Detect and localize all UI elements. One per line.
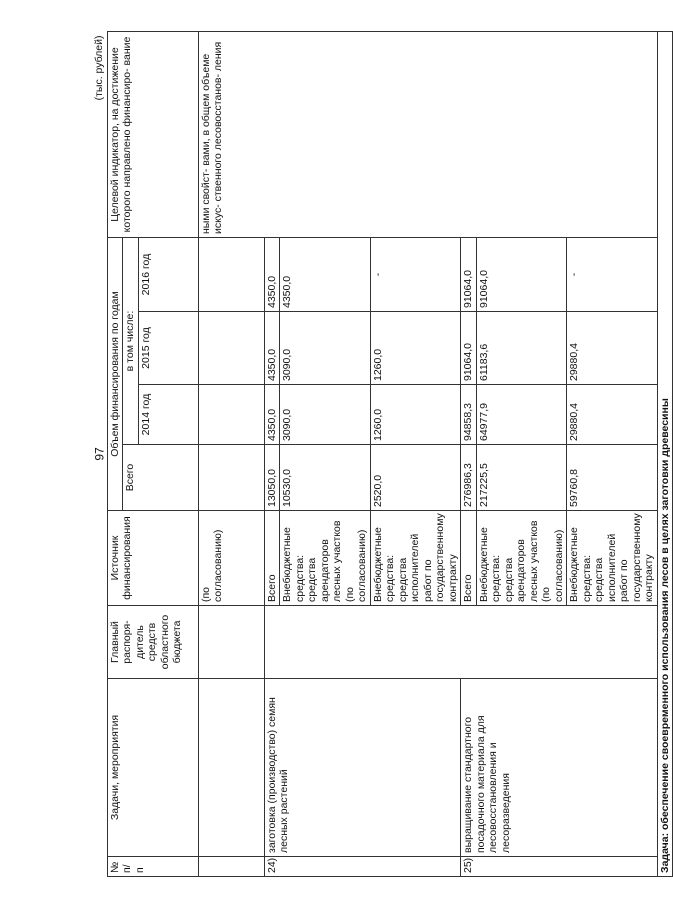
units-note: (тыс. рублей) xyxy=(93,35,105,101)
carry-over-row xyxy=(198,32,264,877)
row24-total-1: 13050,0 xyxy=(264,445,280,511)
header-num: № п/п xyxy=(107,857,198,877)
row25-2014-2: 64977,9 xyxy=(476,385,567,445)
row24-2016-3: - xyxy=(370,238,461,312)
row24-total-3: 2520,0 xyxy=(370,445,461,511)
row25-2014-3: 29880,4 xyxy=(567,385,658,445)
row25-source-2: Внебюджетные средства: средства арендаторов лесных участков (по согласованию) xyxy=(476,511,567,606)
header-2014: 2014 год xyxy=(138,385,198,445)
task-text: Задача: обеспечение своевременного использования лесов в целях заготовки древесины xyxy=(657,32,673,877)
row24-2014-3: 1260,0 xyxy=(370,385,461,445)
row25-2016-2: 91064,0 xyxy=(476,238,567,312)
rotated-page xyxy=(93,32,671,877)
row24-source-3: Внебюджетные средства: средства исполнителей работ по государственному контракту xyxy=(370,511,461,606)
row24-source-1: Всего xyxy=(264,511,280,606)
row24-source-2: Внебюджетные средства: средства арендаторов лесных участков (по согласованию) xyxy=(280,511,371,606)
header-2015: 2015 год xyxy=(138,312,198,385)
row25-2015-1: 91064,0 xyxy=(461,312,477,385)
financing-table-container xyxy=(93,32,671,877)
header-total: Всего xyxy=(123,445,199,511)
header-volume: Объем финансирования по годам xyxy=(107,238,123,511)
financing-table xyxy=(93,31,673,877)
carry-source: (по согласованию) xyxy=(198,511,264,606)
page-number: 97 xyxy=(92,447,107,461)
row24-name: заготовка (производство) семян лесных растений xyxy=(264,679,461,857)
row24-2015-2: 3090,0 xyxy=(280,312,371,385)
header-indicator: Целевой индикатор, на достижение которого направлено финансиро- вание xyxy=(107,32,198,238)
header-including: в том числе: xyxy=(123,238,139,445)
header-2016: 2016 год xyxy=(138,238,198,312)
row25-name: выращивание стандартного посадочного материала для лесовосстановления и лесоразведения xyxy=(461,679,658,857)
row25-source-1: Всего xyxy=(461,511,477,606)
row24-2015-3: 1260,0 xyxy=(370,312,461,385)
row24-2016-2: 4350,0 xyxy=(280,238,371,312)
row25-2015-3: 29880,4 xyxy=(567,312,658,385)
row25-2015-2: 61183,6 xyxy=(476,312,567,385)
carry-indicator: ными свойст- вами, в общем объеме искус- ственного лесовосстанов- ления xyxy=(198,32,657,238)
row25-num: 25) xyxy=(461,857,658,877)
row24-2016-1: 4350,0 xyxy=(264,238,280,312)
header-admin: Главный распоря- дитель средств областного бюджета xyxy=(107,606,198,679)
header-source: Источник финансирования xyxy=(107,511,198,606)
header-row-1 xyxy=(107,32,123,877)
row24-2014-2: 3090,0 xyxy=(280,385,371,445)
row24-2015-1: 4350,0 xyxy=(264,312,280,385)
row25-source-3: Внебюджетные средства: средства исполнителей работ по государственному контракту xyxy=(567,511,658,606)
row25-2016-1: 91064,0 xyxy=(461,238,477,312)
units-row xyxy=(93,32,107,877)
row24-num: 24) xyxy=(264,857,461,877)
row25-2016-3: - xyxy=(567,238,658,312)
task-row xyxy=(657,32,673,877)
row25-2014-1: 94858,3 xyxy=(461,385,477,445)
row25-total-1: 276986,3 xyxy=(461,445,477,511)
row24-2014-1: 4350,0 xyxy=(264,385,280,445)
row25-total-3: 59760,8 xyxy=(567,445,658,511)
row25-total-2: 217225,5 xyxy=(476,445,567,511)
row24-total-2: 10530,0 xyxy=(280,445,371,511)
header-task: Задачи, мероприятия xyxy=(107,679,198,857)
